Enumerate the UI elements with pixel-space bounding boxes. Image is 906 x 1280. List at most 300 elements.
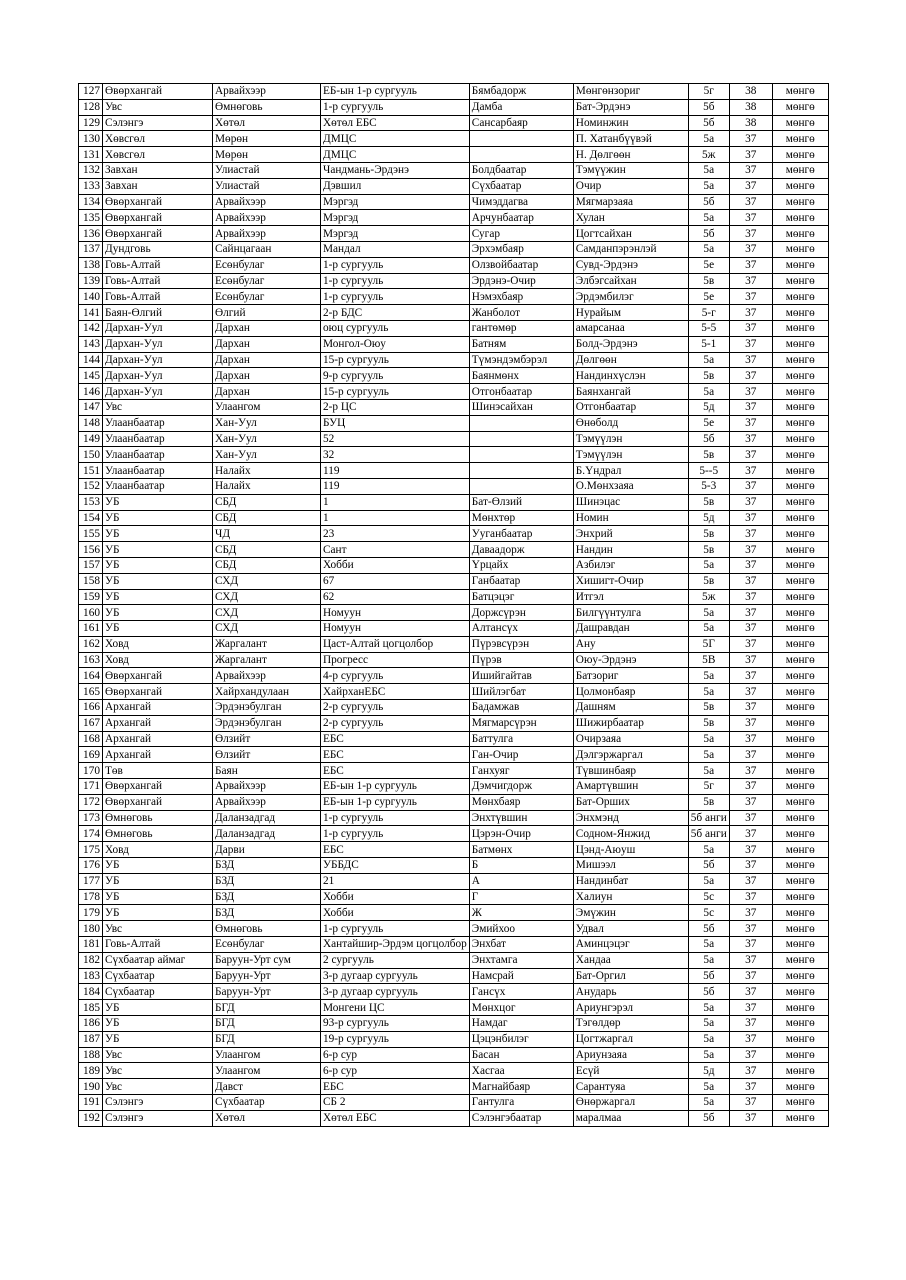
province-cell: Увс: [103, 99, 213, 115]
student-cell: Цогтжаргал: [573, 1031, 688, 1047]
student-cell: Оюу-Эрдэнэ: [573, 652, 688, 668]
school-cell: Мандал: [321, 241, 470, 257]
teacher-cell: Мөнхтөр: [469, 510, 573, 526]
province-cell: Дархан-Уул: [103, 368, 213, 384]
district-cell: БЗД: [213, 858, 321, 874]
student-cell: Нандинхүслэн: [573, 368, 688, 384]
school-cell: 2-р сургууль: [321, 700, 470, 716]
row-number: 164: [79, 668, 103, 684]
province-cell: Өвөрхангай: [103, 210, 213, 226]
district-cell: СХД: [213, 605, 321, 621]
row-number: 166: [79, 700, 103, 716]
medal-cell: мөнгө: [772, 194, 828, 210]
province-cell: Өвөрхангай: [103, 194, 213, 210]
district-cell: Арвайхээр: [213, 84, 321, 100]
teacher-cell: Ж: [469, 905, 573, 921]
table-row: [79, 463, 829, 479]
medal-cell: мөнгө: [772, 478, 828, 494]
province-cell: Өвөрхангай: [103, 779, 213, 795]
row-number: 174: [79, 826, 103, 842]
teacher-cell: Сэлэнгэбаатар: [469, 1110, 573, 1126]
medal-cell: мөнгө: [772, 763, 828, 779]
grade-cell: 5а: [688, 842, 729, 858]
teacher-cell: Батням: [469, 336, 573, 352]
grade-cell: 5б: [688, 431, 729, 447]
medal-cell: мөнгө: [772, 320, 828, 336]
teacher-cell: Хасгаа: [469, 1063, 573, 1079]
student-cell: маралмаа: [573, 1110, 688, 1126]
province-cell: Дархан-Уул: [103, 384, 213, 400]
grade-cell: 5г: [688, 779, 729, 795]
medal-cell: мөнгө: [772, 921, 828, 937]
school-cell: 1-р сургууль: [321, 289, 470, 305]
table-row: [79, 826, 829, 842]
teacher-cell: [469, 431, 573, 447]
score-cell: 37: [729, 1016, 772, 1032]
grade-cell: 5а: [688, 178, 729, 194]
score-cell: 37: [729, 1095, 772, 1111]
row-number: 160: [79, 605, 103, 621]
district-cell: БГД: [213, 1031, 321, 1047]
table-row: [79, 684, 829, 700]
student-cell: Очирзаяа: [573, 731, 688, 747]
score-cell: 37: [729, 1000, 772, 1016]
medal-cell: мөнгө: [772, 873, 828, 889]
medal-cell: мөнгө: [772, 984, 828, 1000]
score-cell: 37: [729, 305, 772, 321]
medal-cell: мөнгө: [772, 1016, 828, 1032]
grade-cell: 5а: [688, 1047, 729, 1063]
student-cell: Нурайым: [573, 305, 688, 321]
grade-cell: 5с: [688, 889, 729, 905]
table-row: [79, 700, 829, 716]
teacher-cell: Ганбаатар: [469, 573, 573, 589]
district-cell: СБД: [213, 510, 321, 526]
province-cell: Улаанбаатар: [103, 431, 213, 447]
student-cell: Мөнгөнзориг: [573, 84, 688, 100]
table-row: [79, 1110, 829, 1126]
district-cell: БЗД: [213, 889, 321, 905]
province-cell: УБ: [103, 621, 213, 637]
student-cell: Отгонбаатар: [573, 399, 688, 415]
province-cell: Төв: [103, 763, 213, 779]
province-cell: Өмнөговь: [103, 826, 213, 842]
grade-cell: 5а: [688, 873, 729, 889]
medal-cell: мөнгө: [772, 131, 828, 147]
teacher-cell: Пүрэвсүрэн: [469, 636, 573, 652]
student-cell: Хандаа: [573, 952, 688, 968]
row-number: 127: [79, 84, 103, 100]
results-table: [78, 83, 829, 1127]
row-number: 139: [79, 273, 103, 289]
teacher-cell: Шинэсайхан: [469, 399, 573, 415]
school-cell: ЕБ-ын 1-р сургууль: [321, 84, 470, 100]
district-cell: Дарви: [213, 842, 321, 858]
medal-cell: мөнгө: [772, 542, 828, 558]
table-row: [79, 557, 829, 573]
score-cell: 37: [729, 1031, 772, 1047]
district-cell: Дархан: [213, 384, 321, 400]
score-cell: 37: [729, 384, 772, 400]
table-row: [79, 178, 829, 194]
school-cell: 15-р сургууль: [321, 384, 470, 400]
district-cell: СХД: [213, 573, 321, 589]
school-cell: ЕБС: [321, 747, 470, 763]
province-cell: УБ: [103, 605, 213, 621]
district-cell: Хан-Уул: [213, 431, 321, 447]
district-cell: Улиастай: [213, 162, 321, 178]
district-cell: Жаргалант: [213, 636, 321, 652]
score-cell: 37: [729, 937, 772, 953]
teacher-cell: Энхбат: [469, 937, 573, 953]
table-row: [79, 305, 829, 321]
grade-cell: 5б: [688, 194, 729, 210]
student-cell: Бат-Оргил: [573, 968, 688, 984]
row-number: 189: [79, 1063, 103, 1079]
district-cell: Баруун-Урт: [213, 968, 321, 984]
district-cell: Дархан: [213, 368, 321, 384]
school-cell: ДМЦС: [321, 147, 470, 163]
score-cell: 37: [729, 447, 772, 463]
medal-cell: мөнгө: [772, 463, 828, 479]
school-cell: 2-р БДС: [321, 305, 470, 321]
row-number: 136: [79, 226, 103, 242]
province-cell: Өвөрхангай: [103, 794, 213, 810]
grade-cell: 5а: [688, 668, 729, 684]
province-cell: Хөвсгөл: [103, 147, 213, 163]
row-number: 148: [79, 415, 103, 431]
student-cell: Азбилэг: [573, 557, 688, 573]
district-cell: БГД: [213, 1016, 321, 1032]
teacher-cell: Бадамжав: [469, 700, 573, 716]
grade-cell: 5д: [688, 510, 729, 526]
province-cell: УБ: [103, 494, 213, 510]
row-number: 163: [79, 652, 103, 668]
province-cell: Хөвсгөл: [103, 131, 213, 147]
district-cell: Арвайхээр: [213, 226, 321, 242]
district-cell: Улаангом: [213, 399, 321, 415]
grade-cell: 5а: [688, 684, 729, 700]
school-cell: 93-р сургууль: [321, 1016, 470, 1032]
grade-cell: 5а: [688, 162, 729, 178]
row-number: 142: [79, 320, 103, 336]
teacher-cell: Ууганбаатар: [469, 526, 573, 542]
grade-cell: 5-5: [688, 320, 729, 336]
teacher-cell: Г: [469, 889, 573, 905]
teacher-cell: Нэмэхбаяр: [469, 289, 573, 305]
teacher-cell: А: [469, 873, 573, 889]
teacher-cell: Сүхбаатар: [469, 178, 573, 194]
table-row: [79, 794, 829, 810]
district-cell: Өмнөговь: [213, 921, 321, 937]
district-cell: СХД: [213, 621, 321, 637]
table-row: [79, 368, 829, 384]
row-number: 141: [79, 305, 103, 321]
grade-cell: 5ж: [688, 147, 729, 163]
medal-cell: мөнгө: [772, 336, 828, 352]
row-number: 146: [79, 384, 103, 400]
row-number: 187: [79, 1031, 103, 1047]
row-number: 132: [79, 162, 103, 178]
grade-cell: 5в: [688, 526, 729, 542]
student-cell: Эмүжин: [573, 905, 688, 921]
district-cell: Дархан: [213, 320, 321, 336]
student-cell: Аминцэцэг: [573, 937, 688, 953]
province-cell: УБ: [103, 905, 213, 921]
table-row: [79, 1095, 829, 1111]
teacher-cell: Эрхэмбаяр: [469, 241, 573, 257]
school-cell: Хөтөл ЕБС: [321, 1110, 470, 1126]
teacher-cell: Үрцайх: [469, 557, 573, 573]
grade-cell: 5а: [688, 557, 729, 573]
table-row: [79, 605, 829, 621]
province-cell: УБ: [103, 873, 213, 889]
score-cell: 37: [729, 873, 772, 889]
grade-cell: 5б: [688, 99, 729, 115]
table-row: [79, 542, 829, 558]
student-cell: Тэмүүлэн: [573, 431, 688, 447]
table-row: [79, 131, 829, 147]
medal-cell: мөнгө: [772, 415, 828, 431]
student-cell: Тэмүүжин: [573, 162, 688, 178]
teacher-cell: Басан: [469, 1047, 573, 1063]
table-row: [79, 668, 829, 684]
grade-cell: 5б: [688, 858, 729, 874]
score-cell: 37: [729, 984, 772, 1000]
teacher-cell: Отгонбаатар: [469, 384, 573, 400]
table-row: [79, 273, 829, 289]
medal-cell: мөнгө: [772, 352, 828, 368]
row-number: 144: [79, 352, 103, 368]
grade-cell: 5а: [688, 1031, 729, 1047]
district-cell: Эрдэнэбулган: [213, 700, 321, 716]
grade-cell: 5а: [688, 1000, 729, 1016]
row-number: 180: [79, 921, 103, 937]
row-number: 176: [79, 858, 103, 874]
school-cell: ЕБ-ын 1-р сургууль: [321, 794, 470, 810]
medal-cell: мөнгө: [772, 810, 828, 826]
score-cell: 37: [729, 210, 772, 226]
province-cell: УБ: [103, 1016, 213, 1032]
table-row: [79, 1016, 829, 1032]
medal-cell: мөнгө: [772, 1047, 828, 1063]
teacher-cell: Ганхуяг: [469, 763, 573, 779]
grade-cell: 5Г: [688, 636, 729, 652]
student-cell: Шинэцас: [573, 494, 688, 510]
student-cell: Бат-Эрдэнэ: [573, 99, 688, 115]
table-row: [79, 1000, 829, 1016]
teacher-cell: Болдбаатар: [469, 162, 573, 178]
student-cell: амарсанаа: [573, 320, 688, 336]
row-number: 145: [79, 368, 103, 384]
province-cell: Архангай: [103, 747, 213, 763]
medal-cell: мөнгө: [772, 1000, 828, 1016]
score-cell: 37: [729, 968, 772, 984]
district-cell: Сайнцагаан: [213, 241, 321, 257]
grade-cell: 5а: [688, 210, 729, 226]
row-number: 157: [79, 557, 103, 573]
school-cell: 1-р сургууль: [321, 921, 470, 937]
district-cell: Есөнбулаг: [213, 273, 321, 289]
student-cell: Тэмүүлэн: [573, 447, 688, 463]
student-cell: Энхмэнд: [573, 810, 688, 826]
medal-cell: мөнгө: [772, 273, 828, 289]
district-cell: СХД: [213, 589, 321, 605]
student-cell: Өнөболд: [573, 415, 688, 431]
medal-cell: мөнгө: [772, 842, 828, 858]
student-cell: Дэлгэржаргал: [573, 747, 688, 763]
school-cell: 32: [321, 447, 470, 463]
school-cell: 19-р сургууль: [321, 1031, 470, 1047]
row-number: 172: [79, 794, 103, 810]
score-cell: 37: [729, 226, 772, 242]
grade-cell: 5в: [688, 494, 729, 510]
district-cell: Улаангом: [213, 1063, 321, 1079]
medal-cell: мөнгө: [772, 621, 828, 637]
grade-cell: 5б анги: [688, 826, 729, 842]
score-cell: 37: [729, 178, 772, 194]
grade-cell: 5в: [688, 542, 729, 558]
score-cell: 37: [729, 194, 772, 210]
student-cell: Самданпэрэнлэй: [573, 241, 688, 257]
grade-cell: 5-3: [688, 478, 729, 494]
score-cell: 37: [729, 542, 772, 558]
row-number: 167: [79, 715, 103, 731]
grade-cell: 5а: [688, 763, 729, 779]
school-cell: Монгени ЦС: [321, 1000, 470, 1016]
row-number: 128: [79, 99, 103, 115]
score-cell: 37: [729, 415, 772, 431]
school-cell: 6-р сур: [321, 1063, 470, 1079]
medal-cell: мөнгө: [772, 526, 828, 542]
district-cell: Хөтөл: [213, 1110, 321, 1126]
province-cell: Баян-Өлгий: [103, 305, 213, 321]
province-cell: Өвөрхангай: [103, 668, 213, 684]
table-row: [79, 431, 829, 447]
medal-cell: мөнгө: [772, 605, 828, 621]
province-cell: Увс: [103, 1047, 213, 1063]
student-cell: Элбэгсайхан: [573, 273, 688, 289]
district-cell: Өмнөговь: [213, 99, 321, 115]
district-cell: Хөтөл: [213, 115, 321, 131]
score-cell: 37: [729, 668, 772, 684]
row-number: 170: [79, 763, 103, 779]
grade-cell: 5а: [688, 1079, 729, 1095]
table-row: [79, 1047, 829, 1063]
province-cell: Улаанбаатар: [103, 447, 213, 463]
school-cell: УББДС: [321, 858, 470, 874]
district-cell: ЧД: [213, 526, 321, 542]
table-row: [79, 115, 829, 131]
row-number: 153: [79, 494, 103, 510]
district-cell: Даланзадгад: [213, 826, 321, 842]
province-cell: Завхан: [103, 178, 213, 194]
teacher-cell: Цэцэнбилэг: [469, 1031, 573, 1047]
school-cell: Мэргэд: [321, 226, 470, 242]
district-cell: Дархан: [213, 352, 321, 368]
student-cell: Содном-Янжид: [573, 826, 688, 842]
table-row: [79, 415, 829, 431]
row-number: 155: [79, 526, 103, 542]
teacher-cell: Бат-Өлзий: [469, 494, 573, 510]
grade-cell: 5а: [688, 1016, 729, 1032]
table-row: [79, 747, 829, 763]
district-cell: Арвайхээр: [213, 210, 321, 226]
grade-cell: 5В: [688, 652, 729, 668]
medal-cell: мөнгө: [772, 747, 828, 763]
medal-cell: мөнгө: [772, 557, 828, 573]
student-cell: Мягмарзаяа: [573, 194, 688, 210]
province-cell: Өвөрхангай: [103, 84, 213, 100]
teacher-cell: Арчунбаатар: [469, 210, 573, 226]
teacher-cell: Батмөнх: [469, 842, 573, 858]
table-row: [79, 352, 829, 368]
row-number: 151: [79, 463, 103, 479]
medal-cell: мөнгө: [772, 968, 828, 984]
table-row: [79, 937, 829, 953]
district-cell: Баруун-Урт сум: [213, 952, 321, 968]
province-cell: Увс: [103, 921, 213, 937]
school-cell: 1-р сургууль: [321, 257, 470, 273]
grade-cell: 5б: [688, 968, 729, 984]
table-row: [79, 289, 829, 305]
medal-cell: мөнгө: [772, 99, 828, 115]
student-cell: Сарантуяа: [573, 1079, 688, 1095]
medal-cell: мөнгө: [772, 700, 828, 716]
school-cell: оюц сургууль: [321, 320, 470, 336]
student-cell: Билгүүнтулга: [573, 605, 688, 621]
medal-cell: мөнгө: [772, 1079, 828, 1095]
province-cell: Дархан-Уул: [103, 320, 213, 336]
teacher-cell: Жанболот: [469, 305, 573, 321]
grade-cell: 5д: [688, 1063, 729, 1079]
table-row: [79, 621, 829, 637]
school-cell: 2-р сургууль: [321, 715, 470, 731]
medal-cell: мөнгө: [772, 952, 828, 968]
student-cell: Итгэл: [573, 589, 688, 605]
table-row: [79, 447, 829, 463]
student-cell: Баянхангай: [573, 384, 688, 400]
score-cell: 37: [729, 510, 772, 526]
school-cell: 62: [321, 589, 470, 605]
table-row: [79, 478, 829, 494]
district-cell: Өлзийт: [213, 747, 321, 763]
district-cell: Хан-Уул: [213, 415, 321, 431]
school-cell: ЕБС: [321, 1079, 470, 1095]
grade-cell: 5в: [688, 715, 729, 731]
grade-cell: 5д: [688, 399, 729, 415]
district-cell: Дархан: [213, 336, 321, 352]
score-cell: 37: [729, 241, 772, 257]
grade-cell: 5с: [688, 905, 729, 921]
district-cell: СБД: [213, 542, 321, 558]
district-cell: Налайх: [213, 478, 321, 494]
table-row: [79, 952, 829, 968]
student-cell: Түвшинбаяр: [573, 763, 688, 779]
table-row: [79, 257, 829, 273]
table-row: [79, 984, 829, 1000]
medal-cell: мөнгө: [772, 241, 828, 257]
table-row: [79, 652, 829, 668]
school-cell: Сант: [321, 542, 470, 558]
row-number: 169: [79, 747, 103, 763]
student-cell: Цогтсайхан: [573, 226, 688, 242]
grade-cell: 5а: [688, 352, 729, 368]
table-row: [79, 905, 829, 921]
district-cell: СБД: [213, 557, 321, 573]
table-row: [79, 968, 829, 984]
school-cell: 15-р сургууль: [321, 352, 470, 368]
